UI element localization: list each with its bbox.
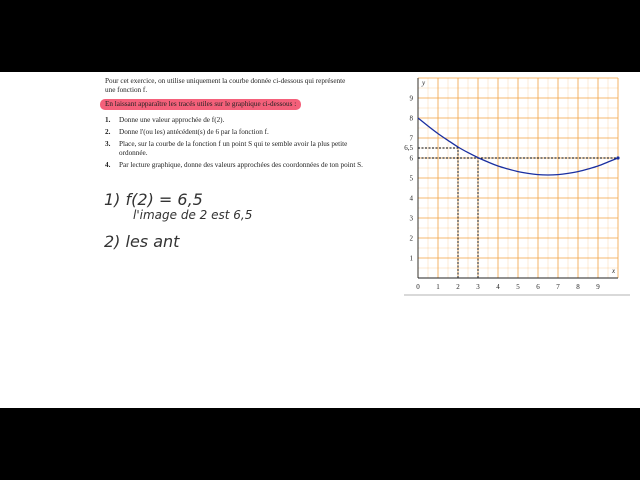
y-extra-label: 6,5: [404, 144, 413, 152]
y-tick-label: 8: [409, 114, 413, 123]
intro-line-1: Pour cet exercice, on utilise uniquement la courbe donnée ci-dessous qui représente: [105, 77, 346, 85]
handwritten-answer-1: 1) f(2) = 6,5: [104, 190, 203, 209]
handwritten-answer-2: 2) les ant: [104, 232, 180, 251]
y-tick-label: 9: [409, 94, 413, 103]
question-list: [105, 116, 370, 170]
x-tick-label: 7: [556, 283, 560, 291]
worksheet: [0, 72, 640, 408]
x-tick-label: 1: [436, 283, 440, 291]
y-tick-label: 6: [409, 154, 413, 163]
exercise-text: [105, 77, 370, 173]
question-4: [105, 161, 370, 170]
function-graph: [398, 76, 630, 294]
question-text: Donne l'(ou les) antécédent(s) de 6 par la fonction f.: [119, 128, 269, 136]
handwritten-answer-1-sentence: l'image de 2 est 6,5: [133, 208, 253, 222]
x-tick-label: 3: [476, 283, 480, 291]
y-tick-label: 3: [409, 214, 413, 223]
question-3: [105, 140, 370, 158]
instruction-highlight: En laissant apparaître les tracés utiles sur le graphique ci-dessous :: [100, 99, 301, 110]
y-tick-label: 4: [409, 194, 413, 203]
x-axis-label: x: [612, 267, 616, 275]
x-tick-label: 2: [456, 283, 460, 291]
question-number: 3.: [105, 140, 111, 148]
curve-endpoint: [616, 156, 619, 159]
question-number: 4.: [105, 161, 111, 169]
question-2: [105, 128, 370, 137]
x-tick-label: 5: [516, 283, 520, 291]
x-tick-label: 0: [416, 283, 420, 291]
question-text: Place, sur la courbe de la fonction f un point S qui te semble avoir la plus petite ordonnée.: [119, 140, 348, 157]
curve: [418, 118, 620, 175]
x-tick-label: 6: [536, 283, 540, 291]
question-1: [105, 116, 370, 125]
intro-line-2: une fonction f.: [105, 86, 148, 94]
question-text: Donne une valeur approchée de f(2).: [119, 116, 225, 124]
x-tick-label: 4: [496, 283, 500, 291]
divider: [404, 294, 630, 296]
x-tick-label: 8: [576, 283, 580, 291]
question-number: 2.: [105, 128, 111, 136]
y-tick-label: 1: [409, 254, 413, 263]
question-text: Par lecture graphique, donne des valeurs approchées des coordonnées de ton point S.: [119, 161, 363, 169]
y-tick-label: 5: [409, 174, 413, 183]
x-tick-label: 9: [596, 283, 600, 291]
y-tick-label: 2: [409, 234, 413, 243]
y-axis-label: y: [422, 79, 426, 87]
question-number: 1.: [105, 116, 111, 124]
tick-labels: [404, 95, 600, 292]
y-tick-label: 7: [409, 134, 413, 143]
